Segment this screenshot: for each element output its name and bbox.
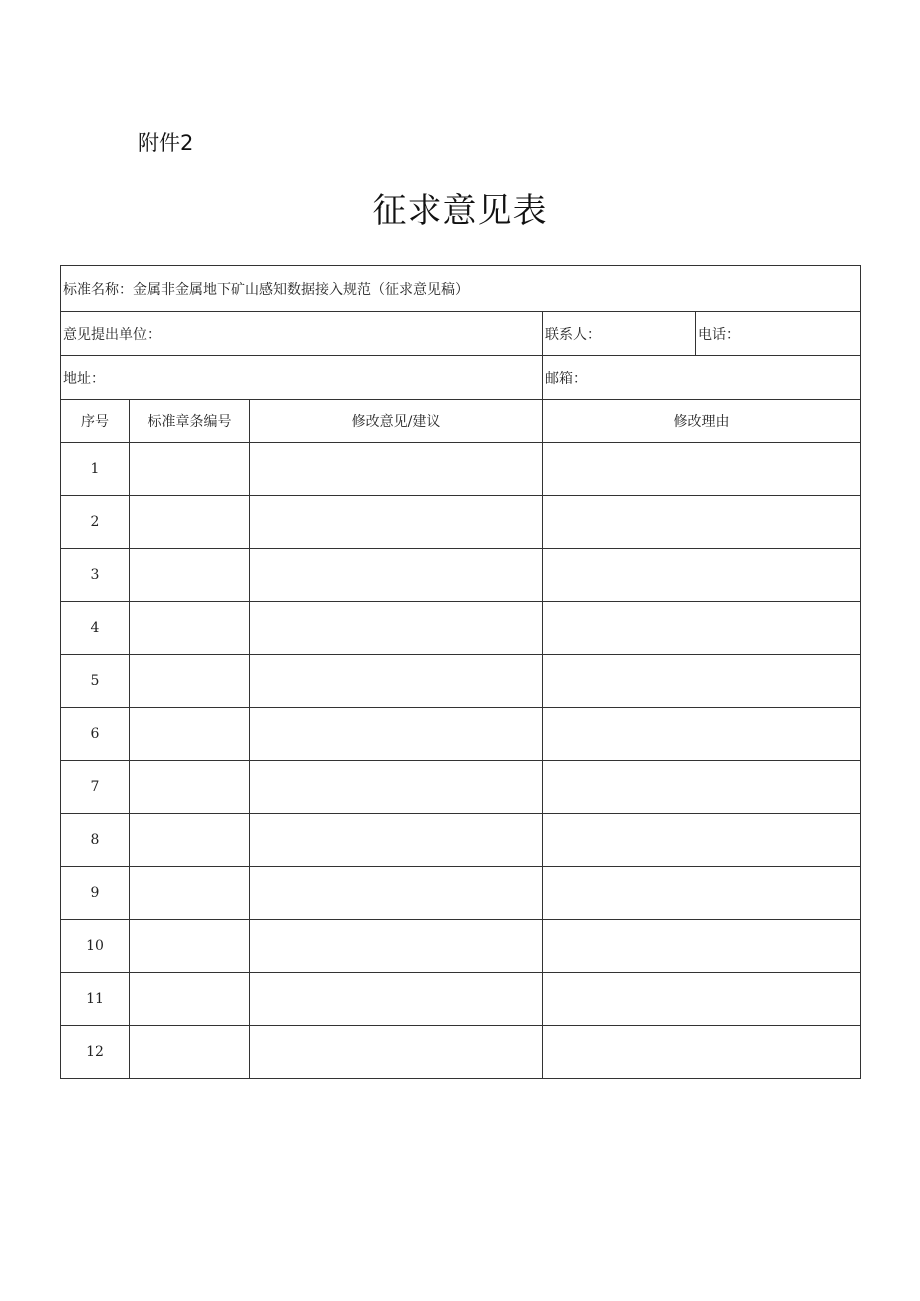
table-row — [61, 708, 861, 761]
clause-number-cell[interactable] — [130, 867, 250, 920]
suggestion-cell[interactable] — [250, 1026, 543, 1079]
table-row — [61, 867, 861, 920]
attachment-label: 附件2 — [138, 131, 194, 155]
row-number-cell: 8 — [61, 814, 130, 867]
clause-number-cell[interactable] — [130, 814, 250, 867]
email-field[interactable]: 邮箱： — [543, 356, 861, 400]
clause-number-cell[interactable] — [130, 549, 250, 602]
row-number-cell: 5 — [61, 655, 130, 708]
suggestion-cell[interactable] — [250, 602, 543, 655]
address-field[interactable]: 地址： — [61, 356, 543, 400]
table-row — [61, 814, 861, 867]
row-number-cell: 12 — [61, 1026, 130, 1079]
clause-number-cell[interactable] — [130, 708, 250, 761]
clause-number-cell[interactable] — [130, 761, 250, 814]
row-number-cell: 7 — [61, 761, 130, 814]
suggestion-cell[interactable] — [250, 443, 543, 496]
feedback-form-table — [60, 265, 861, 1079]
reason-cell[interactable] — [543, 761, 861, 814]
page-title: 征求意见表 — [372, 191, 548, 231]
table-row — [61, 973, 861, 1026]
row-number-cell: 3 — [61, 549, 130, 602]
table-row — [61, 920, 861, 973]
reason-cell[interactable] — [543, 443, 861, 496]
reason-cell[interactable] — [543, 867, 861, 920]
clause-number-cell[interactable] — [130, 602, 250, 655]
suggestion-cell[interactable] — [250, 920, 543, 973]
table-row — [61, 602, 861, 655]
standard-name-field[interactable]: 标准名称：金属非金属地下矿山感知数据接入规范（征求意见稿） — [61, 266, 861, 312]
row-number-cell: 6 — [61, 708, 130, 761]
column-header-suggestion: 修改意见/建议 — [250, 400, 543, 443]
address-row — [61, 356, 861, 400]
clause-number-cell[interactable] — [130, 655, 250, 708]
reason-cell[interactable] — [543, 496, 861, 549]
suggestion-cell[interactable] — [250, 549, 543, 602]
reason-cell[interactable] — [543, 814, 861, 867]
reason-cell[interactable] — [543, 1026, 861, 1079]
suggestion-cell[interactable] — [250, 708, 543, 761]
contact-person-field[interactable]: 联系人： — [543, 312, 696, 356]
suggestion-cell[interactable] — [250, 973, 543, 1026]
suggestion-cell[interactable] — [250, 655, 543, 708]
table-row — [61, 549, 861, 602]
table-header-row — [61, 400, 861, 443]
reason-cell[interactable] — [543, 973, 861, 1026]
reason-cell[interactable] — [543, 549, 861, 602]
suggestion-cell[interactable] — [250, 496, 543, 549]
reason-cell[interactable] — [543, 920, 861, 973]
clause-number-cell[interactable] — [130, 920, 250, 973]
suggestion-cell[interactable] — [250, 867, 543, 920]
table-row — [61, 496, 861, 549]
standard-name-row — [61, 266, 861, 312]
reason-cell[interactable] — [543, 655, 861, 708]
clause-number-cell[interactable] — [130, 443, 250, 496]
phone-field[interactable]: 电话： — [696, 312, 861, 356]
reason-cell[interactable] — [543, 602, 861, 655]
reason-cell[interactable] — [543, 708, 861, 761]
suggestion-cell[interactable] — [250, 761, 543, 814]
clause-number-cell[interactable] — [130, 496, 250, 549]
table-row — [61, 761, 861, 814]
column-header-clause-number: 标准章条编号 — [130, 400, 250, 443]
row-number-cell: 9 — [61, 867, 130, 920]
row-number-cell: 1 — [61, 443, 130, 496]
clause-number-cell[interactable] — [130, 973, 250, 1026]
row-number-cell: 2 — [61, 496, 130, 549]
submitter-unit-field[interactable]: 意见提出单位： — [61, 312, 543, 356]
column-header-reason: 修改理由 — [543, 400, 861, 443]
row-number-cell: 4 — [61, 602, 130, 655]
table-row — [61, 1026, 861, 1079]
table-row — [61, 443, 861, 496]
row-number-cell: 11 — [61, 973, 130, 1026]
row-number-cell: 10 — [61, 920, 130, 973]
clause-number-cell[interactable] — [130, 1026, 250, 1079]
column-header-index: 序号 — [61, 400, 130, 443]
table-row — [61, 655, 861, 708]
submitter-row — [61, 312, 861, 356]
suggestion-cell[interactable] — [250, 814, 543, 867]
